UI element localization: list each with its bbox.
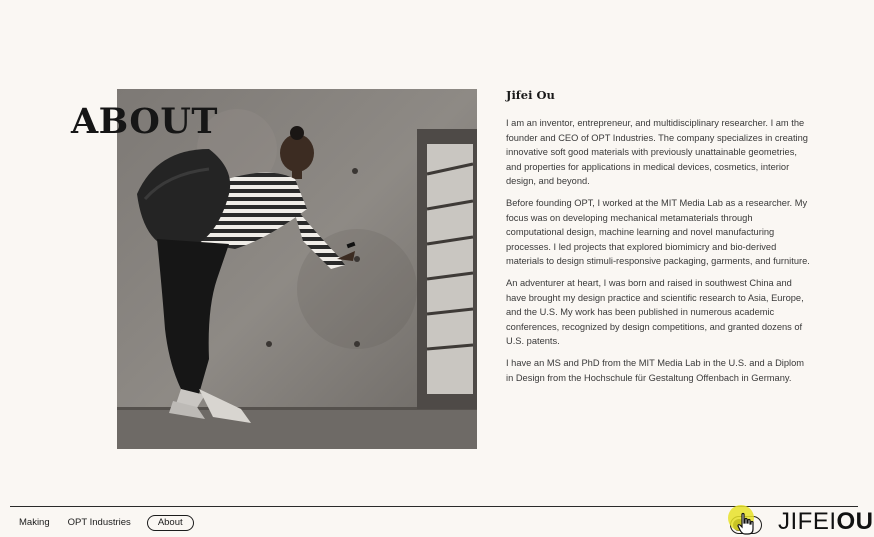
- nav-link-making[interactable]: Making: [19, 517, 50, 528]
- portrait-photo: [117, 89, 477, 449]
- page-title: ABOUT: [71, 101, 218, 142]
- portrait-illustration: [117, 89, 477, 449]
- nav-link-about[interactable]: About: [147, 515, 194, 531]
- bio-paragraph-2: Before founding OPT, I worked at the MIT Media Lab as a researcher. My focus was on developing mechanical metamaterials through computational design, machine learning and novel manufacturing processes. I led projects that explored biomimicry and bio-derived materials to design stimuli-responsive packaging, garments, and furniture.: [506, 197, 810, 267]
- logo-first-name: JIFEI: [778, 508, 837, 535]
- hand-pointer-icon: [734, 512, 758, 536]
- logo-last-name: OU: [836, 508, 874, 535]
- bio-paragraph-3: An adventurer at heart, I was born and raised in southwest China and have brought my design practice and scientific research to Asia, Europe, and the U.S. My work has been published in numerous academic conferences, recognized by design competitions, and granted dozens of U.S. patents.: [506, 277, 804, 347]
- bio-section: [506, 88, 810, 392]
- bio-paragraph-1: I am an inventor, entrepreneur, and multidisciplinary researcher. I am the founder and CEO of OPT Industries. The company specializes in creating innovative soft good materials with previously unattainable geometries, and properties for applications in medical devices, cosmetics, interior design, and beyond.: [506, 118, 808, 187]
- bio-paragraph-4: I have an MS and PhD from the MIT Media Lab in the U.S. and a Diplom in Design from the Hochschule für Gestaltung Offenbach in Germany.: [506, 357, 804, 383]
- site-logo[interactable]: [778, 510, 874, 534]
- bio-name: Jifei Ou: [506, 88, 555, 102]
- footer-divider: [10, 506, 858, 507]
- nav-link-opt-industries[interactable]: OPT Industries: [67, 517, 131, 528]
- footer-nav: [10, 515, 194, 531]
